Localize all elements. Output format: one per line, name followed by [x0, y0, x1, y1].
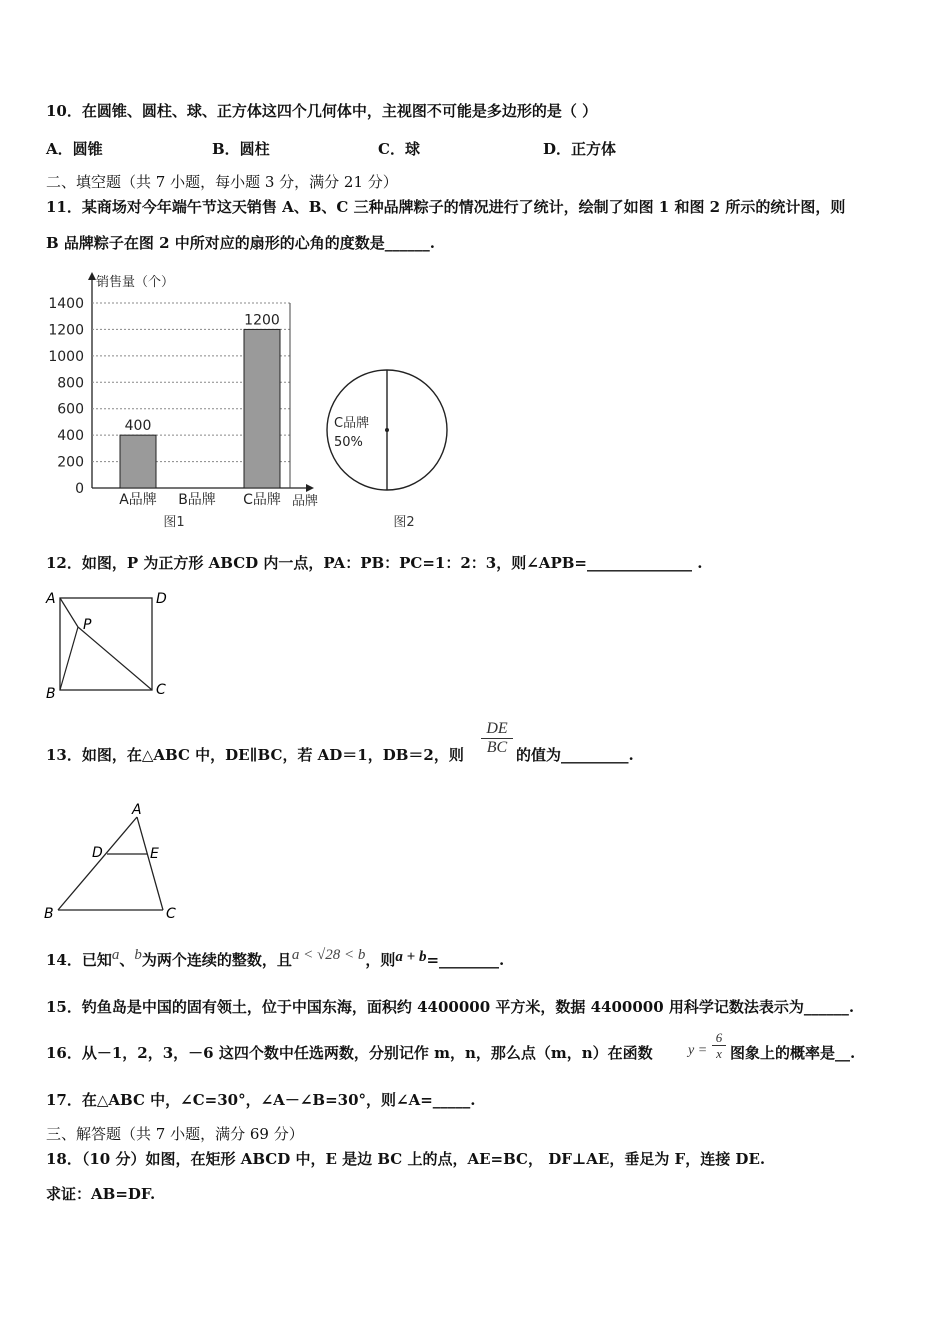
label-e: E [150, 846, 159, 862]
label-b: B [44, 906, 54, 922]
pie-slice-percent: 50% [334, 435, 363, 450]
x-tick-label: A品牌 [119, 492, 157, 508]
y-tick-label: 1000 [48, 348, 84, 365]
bar-3 [244, 329, 280, 488]
label-a: A [132, 802, 142, 818]
q14-sep: 、 [119, 951, 135, 969]
q14-var-a: a [111, 947, 120, 963]
segment-ab [58, 817, 137, 910]
pie-slice-label: C品牌 [334, 416, 370, 431]
q13-frac-denominator: BC [486, 739, 508, 756]
square-abcd [60, 598, 152, 690]
q11-line1: 11．某商场对今年端午节这天销售 A、B、C 三种品牌粽子的情况进行了统计，绘制了如图 1 和图 2 所示的统计图，则 [46, 198, 846, 216]
x-tick-label: C品牌 [243, 492, 281, 508]
q13-figure [40, 800, 190, 924]
y-tick-label: 400 [57, 428, 84, 445]
q10-option-c: C．球 [378, 140, 420, 158]
q17-text: 17．在△ABC 中，∠C=30°，∠A－∠B=30°，则∠A=_____. [46, 1091, 476, 1109]
segment-pc [78, 627, 152, 690]
y-tick-label: 1200 [48, 322, 84, 339]
label-d: D [92, 845, 103, 861]
q10-stem: 10．在圆锥、圆柱、球、正方体这四个几何体中，主视图不可能是多边形的是（ ） [46, 102, 598, 120]
q13-suffix: 的值为_________. [516, 746, 634, 764]
pie-chart [327, 370, 447, 530]
bar-data-label: 1200 [244, 312, 280, 329]
q10-option-a: A．圆锥 [46, 140, 103, 158]
q16-frac-numerator: 6 [712, 1030, 726, 1046]
q14-inequality: a < √28 < b [291, 947, 366, 963]
segment-ac [137, 817, 163, 910]
q10-option-b: B．圆柱 [212, 140, 270, 158]
bar-1 [120, 435, 156, 488]
q11-figures [40, 268, 460, 536]
bar-chart [48, 272, 318, 530]
q13-fraction [481, 720, 513, 757]
y-tick-label: 600 [57, 401, 84, 418]
q16-part1: 16．从－1，2，3，－6 这四个数中任选两数，分别记作 m，n，那么点（m，n）在函数 [46, 1044, 653, 1062]
q18-line2: 求证：AB=DF. [46, 1185, 156, 1203]
fig2-caption: 图2 [393, 515, 415, 530]
label-p: P [83, 617, 92, 633]
x-axis-label: 品牌 [292, 494, 319, 509]
y-axis-label: 销售量（个） [96, 275, 175, 290]
y-tick-label: 0 [75, 481, 84, 497]
q14-line [46, 947, 505, 971]
q14-part3: ，则 [365, 951, 396, 969]
label-b: B [46, 686, 56, 702]
q13-frac-numerator: DE [481, 720, 513, 739]
q16-frac-denominator: x [716, 1046, 722, 1061]
x-axis-arrow [306, 484, 314, 492]
q16-func-lhs: y = [688, 1043, 708, 1058]
q14-part2: 为两个连续的整数，且 [141, 951, 292, 969]
segment-pb [60, 627, 78, 690]
label-a: A [46, 591, 56, 607]
label-d: D [156, 591, 167, 607]
y-tick-label: 1400 [48, 296, 84, 312]
label-c: C [166, 906, 176, 922]
section2-heading: 二、填空题（共 7 小题，每小题 3 分，满分 21 分） [46, 173, 398, 191]
q12-text: 12．如图，P 为正方形 ABCD 内一点，PA：PB：PC=1：2：3，则∠APB=______________ . [46, 554, 703, 572]
q16-fraction [712, 1030, 726, 1061]
q11-line2: B 品牌粽子在图 2 中所对应的扇形的心角的度数是______. [46, 234, 436, 252]
q14-sum: a + b [395, 949, 427, 965]
q10-option-d: D．正方体 [543, 140, 617, 158]
y-tick-label: 800 [57, 375, 84, 392]
q16-part2: 图象上的概率是__. [730, 1044, 856, 1062]
y-axis-arrow [88, 272, 96, 280]
q14-part4: =________. [426, 951, 505, 969]
label-c: C [156, 682, 166, 698]
q15-text: 15．钓鱼岛是中国的固有领土，位于中国东海，面积约 4400000 平方米，数据 4400000 用科学记数法表示为______. [46, 998, 855, 1016]
q18-line1: 18．（10 分）如图，在矩形 ABCD 中，E 是边 BC 上的点，AE=BC， DF⊥AE，垂足为 F，连接 DE. [46, 1150, 766, 1168]
q14-var-b: b [134, 947, 142, 963]
x-tick-label: B品牌 [178, 492, 216, 508]
q13-prefix: 13．如图，在△ABC 中，DE∥BC，若 AD＝1，DB＝2，则 [46, 746, 464, 764]
segment-pa [60, 598, 78, 627]
y-tick-label: 200 [57, 454, 84, 471]
q14-part1: 14．已知 [46, 951, 112, 969]
pie-center [385, 428, 389, 432]
q12-figure [40, 586, 180, 704]
fig1-caption: 图1 [163, 515, 185, 530]
bar-data-label: 400 [124, 418, 152, 435]
section3-heading: 三、解答题（共 7 小题，满分 69 分） [46, 1125, 304, 1143]
